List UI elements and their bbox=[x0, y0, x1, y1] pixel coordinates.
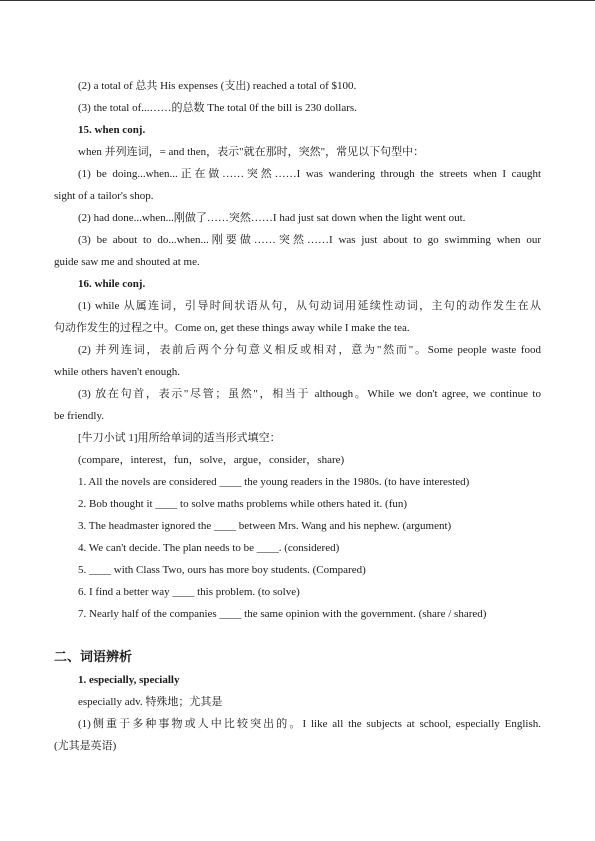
text-line: (3) the total of...……的总数 The total 0f the bill is 230 dollars. bbox=[78, 102, 357, 114]
text-line: (3) 放在句首，表示"尽管；虽然"，相当于 although。While we don't agree, we continue to bbox=[78, 388, 541, 400]
text-line: (1)侧重于多种事物或人中比较突出的。I like all the subjects at school, especially English. bbox=[78, 718, 541, 730]
exercise-item: 5. ____ with Class Two, ours has more boy students. (Compared) bbox=[78, 564, 366, 576]
item-heading-while: 16. while conj. bbox=[78, 278, 146, 290]
top-rule bbox=[0, 0, 595, 1]
text-line: (2) 并列连词，表前后两个分句意义相反或相对，意为"然而"。Some people waste food bbox=[78, 344, 541, 356]
item-heading-especially: 1. especially, specially bbox=[78, 674, 180, 686]
exercise-item: 3. The headmaster ignored the ____ between Mrs. Wang and his nephew. (argument) bbox=[78, 520, 452, 532]
text-line: while others haven't enough. bbox=[54, 366, 181, 378]
text-line: (1) while 从属连词，引导时间状语从句，从句动词用延续性动词，主句的动作发生在从 bbox=[78, 300, 541, 312]
exercise-item: 1. All the novels are considered ____ the young readers in the 1980s. (to have interested) bbox=[78, 476, 470, 488]
text-line: when 并列连词，= and then，表示"就在那时，突然"，常见以下句型中： bbox=[78, 146, 425, 158]
item-heading-when: 15. when conj. bbox=[78, 124, 146, 136]
text-line: (2) a total of 总共 His expenses (支出) reached a total of $100. bbox=[78, 80, 357, 92]
text-line: especially adv. 特殊地；尤其是 bbox=[78, 696, 223, 708]
text-line: (1) be doing...when...正在做……突然……I was wandering through the streets when I caught bbox=[78, 168, 541, 180]
section-heading: 二、词语辨析 bbox=[54, 649, 133, 664]
exercise-item: 7. Nearly half of the companies ____ the same opinion with the government. (share / shared) bbox=[78, 608, 487, 620]
text-line: (2) had done...when...刚做了……突然……I had just sat down when the light went out. bbox=[78, 212, 466, 224]
text-line: guide saw me and shouted at me. bbox=[54, 256, 200, 268]
text-line: (尤其是英语) bbox=[54, 740, 117, 752]
word-list: (compare，interest，fun，solve，argue，consider，share) bbox=[78, 454, 345, 466]
exercise-title: [牛刀小试 1]用所给单词的适当形式填空： bbox=[78, 432, 281, 444]
exercise-item: 2. Bob thought it ____ to solve maths problems while others hated it. (fun) bbox=[78, 498, 408, 510]
text-line: be friendly. bbox=[54, 410, 104, 422]
exercise-item: 6. I find a better way ____ this problem. (to solve) bbox=[78, 586, 300, 598]
text-line: (3) be about to do...when...刚要做……突然……I was just about to go swimming when our bbox=[78, 234, 541, 246]
text-line: sight of a tailor's shop. bbox=[54, 190, 154, 202]
exercise-item: 4. We can't decide. The plan needs to be ____. (considered) bbox=[78, 542, 340, 554]
text-line: 句动作发生的过程之中。Come on, get these things away while I make the tea. bbox=[54, 322, 410, 334]
